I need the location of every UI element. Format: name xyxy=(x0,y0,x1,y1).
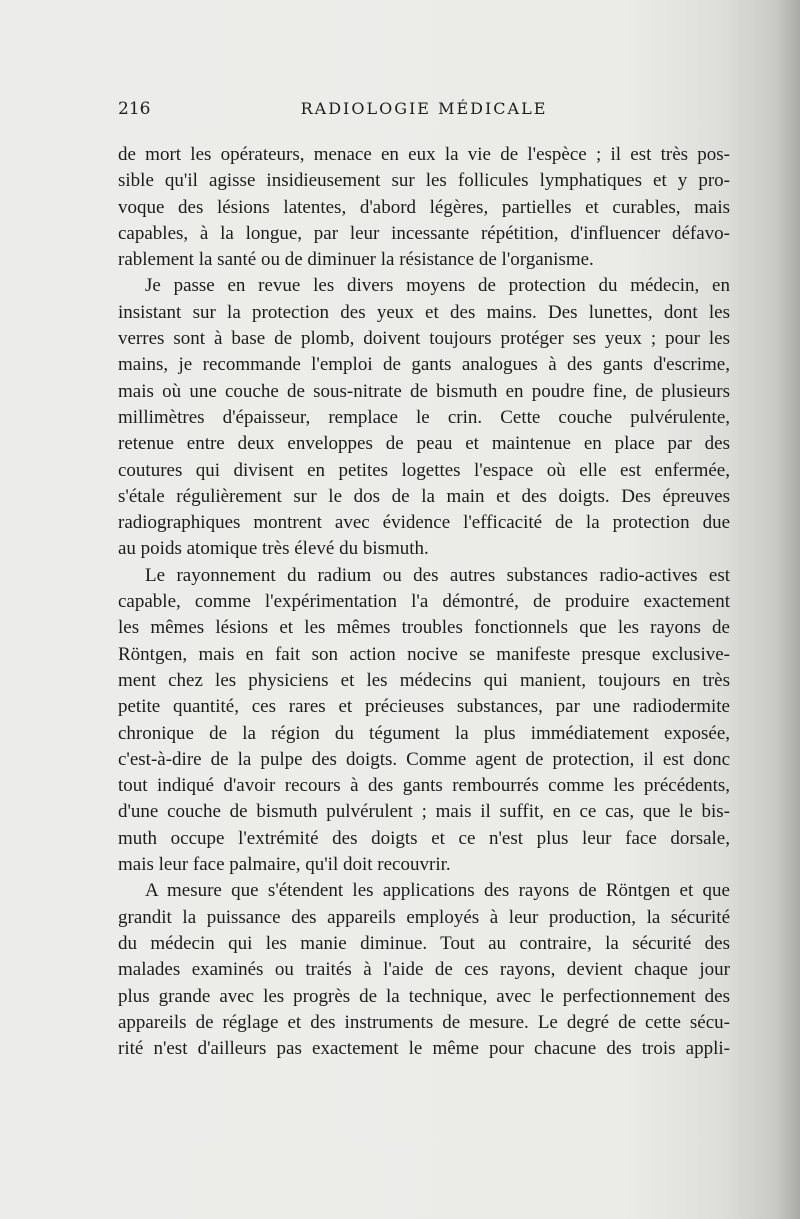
text-line: Le rayonnement du radium ou des autres substances radio-actives est xyxy=(145,564,730,586)
text-line: plus grande avec les progrès de la technique, avec le perfectionnement des xyxy=(118,985,730,1007)
text-line: c'est-à-dire de la pulpe des doigts. Comme agent de protection, il est donc xyxy=(118,748,730,770)
text-line: retenue entre deux enveloppes de peau et maintenue en place par des xyxy=(118,433,730,455)
page-header xyxy=(118,97,730,123)
paragraph-1 xyxy=(118,142,730,273)
text-line: s'étale régulièrement sur le dos de la main et des doigts. Des épreuves xyxy=(118,485,730,507)
text-line: rité n'est d'ailleurs pas exactement le même pour chacune des trois appli- xyxy=(118,1038,730,1060)
text-line: mais où une couche de sous-nitrate de bismuth en poudre fine, de plusieurs xyxy=(118,380,730,402)
text-line: sible qu'il agisse insidieusement sur les follicules lymphatiques et y pro- xyxy=(118,170,730,192)
text-line: Röntgen, mais en fait son action nocive se manifeste presque exclusive- xyxy=(118,643,730,665)
text-line: au poids atomique très élevé du bismuth. xyxy=(118,538,429,560)
running-title: RADIOLOGIE MÉDICALE xyxy=(300,99,548,118)
text-line: muth occupe l'extrémité des doigts et ce n'est plus leur face dorsale, xyxy=(118,827,730,849)
text-line: d'une couche de bismuth pulvérulent ; mais il suffit, en ce cas, que le bis- xyxy=(118,801,730,823)
text-line: malades examinés ou traités à l'aide de ces rayons, devient chaque jour xyxy=(118,959,730,981)
text-line: les mêmes lésions et les mêmes troubles fonctionnels que les rayons de xyxy=(118,617,730,639)
text-line: millimètres d'épaisseur, remplace le crin. Cette couche pulvérulente, xyxy=(118,406,730,428)
text-line: verres sont à base de plomb, doivent toujours protéger ses yeux ; pour les xyxy=(118,328,730,350)
text-line: de mort les opérateurs, menace en eux la vie de l'espèce ; il est très pos- xyxy=(118,144,730,165)
paragraph-4 xyxy=(118,878,730,1062)
text-line: grandit la puissance des appareils employés à leur production, la sécurité xyxy=(118,906,730,928)
text-line: capable, comme l'expérimentation l'a démontré, de produire exactement xyxy=(118,591,730,613)
text-line: insistant sur la protection des yeux et des mains. Des lunettes, dont les xyxy=(118,301,730,323)
text-line: chronique de la région du tégument la plus immédiatement exposée, xyxy=(118,722,730,744)
paragraph-2 xyxy=(118,273,730,562)
text-line: radiographiques montrent avec évidence l'efficacité de la protection due xyxy=(118,512,730,534)
text-line: tout indiqué d'avoir recours à des gants rembourrés comme les précédents, xyxy=(118,775,730,797)
text-line: du médecin qui les manie diminue. Tout au contraire, la sécurité des xyxy=(118,932,730,954)
text-line: ment chez les physiciens et les médecins qui manient, toujours en très xyxy=(118,669,730,691)
text-line: capables, à la longue, par leur incessante répétition, d'influencer défavo- xyxy=(118,222,730,244)
text-line: petite quantité, ces rares et précieuses substances, par une radiodermite xyxy=(118,696,730,718)
text-line: mais leur face palmaire, qu'il doit recouvrir. xyxy=(118,854,451,876)
text-line: coutures qui divisent en petites logettes l'espace où elle est enfermée, xyxy=(118,459,730,481)
text-line: mains, je recommande l'emploi de gants analogues à des gants d'escrime, xyxy=(118,354,730,376)
page-number: 216 xyxy=(118,99,151,119)
text-line: voque des lésions latentes, d'abord légères, partielles et curables, mais xyxy=(118,196,730,218)
text-line: appareils de réglage et des instruments de mesure. Le degré de cette sécu- xyxy=(118,1011,730,1033)
paragraph-3 xyxy=(118,563,730,879)
body-text xyxy=(118,142,730,1062)
text-line: Je passe en revue les divers moyens de protection du médecin, en xyxy=(145,275,730,297)
text-line: A mesure que s'étendent les applications des rayons de Röntgen et que xyxy=(145,880,730,902)
text-line: rablement la santé ou de diminuer la résistance de l'organisme. xyxy=(118,249,594,271)
